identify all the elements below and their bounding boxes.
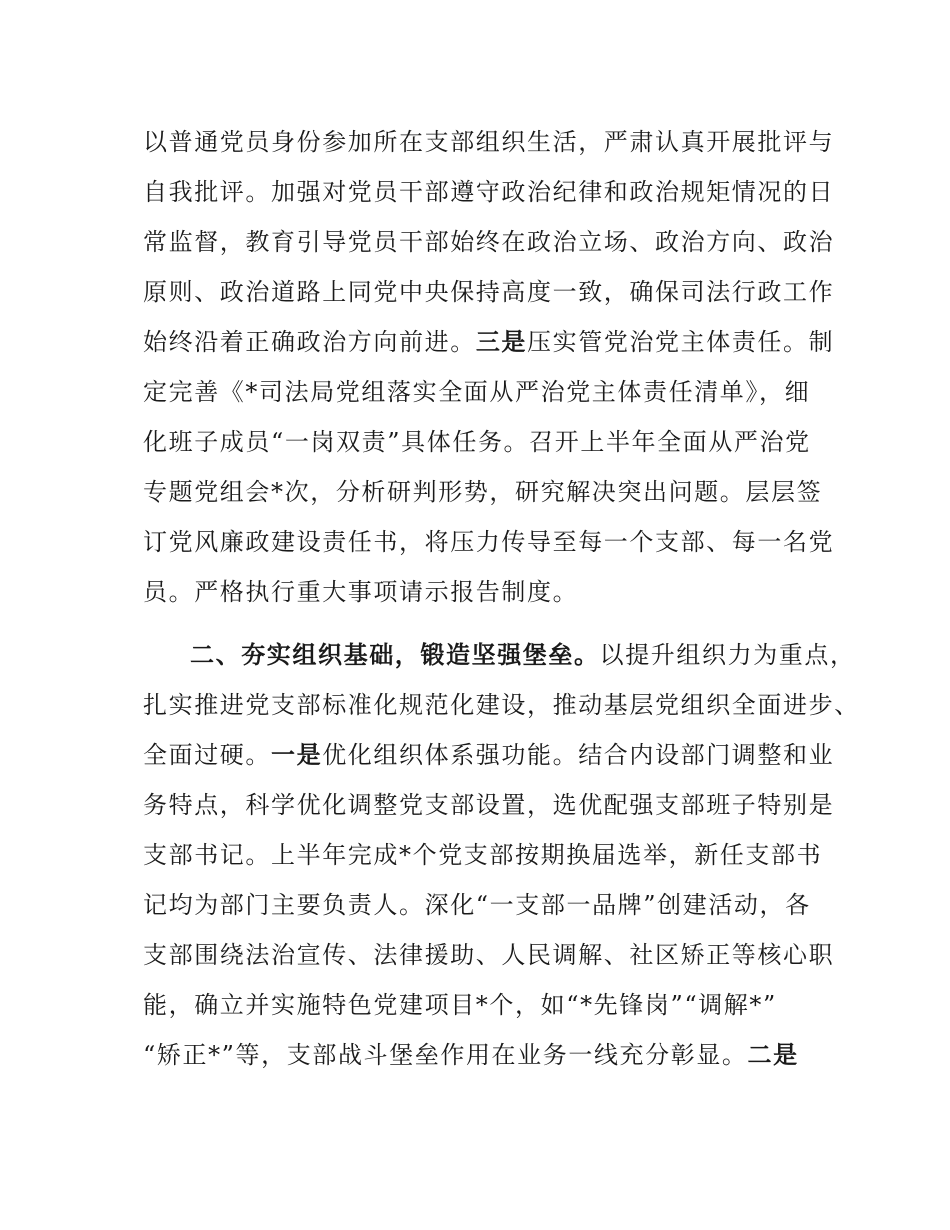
text-line: 始终沿着正确政治方向前进。三是压实管党治党主体责任。制	[143, 328, 835, 356]
text-line: 常监督，教育引导党员干部始终在政治立场、政治方向、政治	[143, 228, 835, 256]
text-line: 自我批评。加强对党员干部遵守政治纪律和政治规矩情况的日	[143, 178, 835, 206]
bold-marker-er: 二是	[747, 1041, 799, 1069]
text-line: 原则、政治道路上同党中央保持高度一致，确保司法行政工作	[143, 278, 835, 306]
section-heading: 二、夯实组织基础，锻造坚强堡垒。	[190, 641, 600, 669]
text-line: 以普通党员身份参加所在支部组织生活，严肃认真开展批评与	[143, 128, 835, 156]
text-line: 员。严格执行重大事项请示报告制度。	[143, 578, 579, 606]
text-line: 定完善《*司法局党组落实全面从严治党主体责任清单》，细	[143, 378, 811, 406]
text-line: “矫正*”等，支部战斗堡垒作用在业务一线充分彰显。二是	[143, 1041, 799, 1069]
text-line: 务特点，科学优化调整党支部设置，选优配强支部班子特别是	[143, 791, 835, 819]
text-line: 支部围绕法治宣传、法律援助、人民调解、社区矫正等核心职	[143, 941, 835, 969]
bold-marker-san: 三是	[475, 328, 528, 356]
text-line: 支部书记。上半年完成*个党支部按期换届选举，新任支部书	[143, 841, 823, 869]
text-line: 二、夯实组织基础，锻造坚强堡垒。以提升组织力为重点，	[190, 641, 856, 669]
text-line: 全面过硬。一是优化组织体系强功能。结合内设部门调整和业	[143, 741, 835, 769]
text-line: 化班子成员“一岗双责”具体任务。召开上半年全面从严治党	[143, 428, 811, 456]
text-line: 扎实推进党支部标准化规范化建设，推动基层党组织全面进步、	[143, 691, 860, 719]
text-line: 能，确立并实施特色党建项目*个，如“*先锋岗”“调解*”	[143, 991, 777, 1019]
text-line: 记均为部门主要负责人。深化“一支部一品牌”创建活动，各	[143, 891, 811, 919]
text-line: 专题党组会*次，分析研判形势，研究解决突出问题。层层签	[143, 478, 823, 506]
text-line: 订党风廉政建设责任书，将压力传导至每一个支部、每一名党	[143, 528, 835, 556]
bold-marker-yi: 一是	[271, 741, 323, 769]
